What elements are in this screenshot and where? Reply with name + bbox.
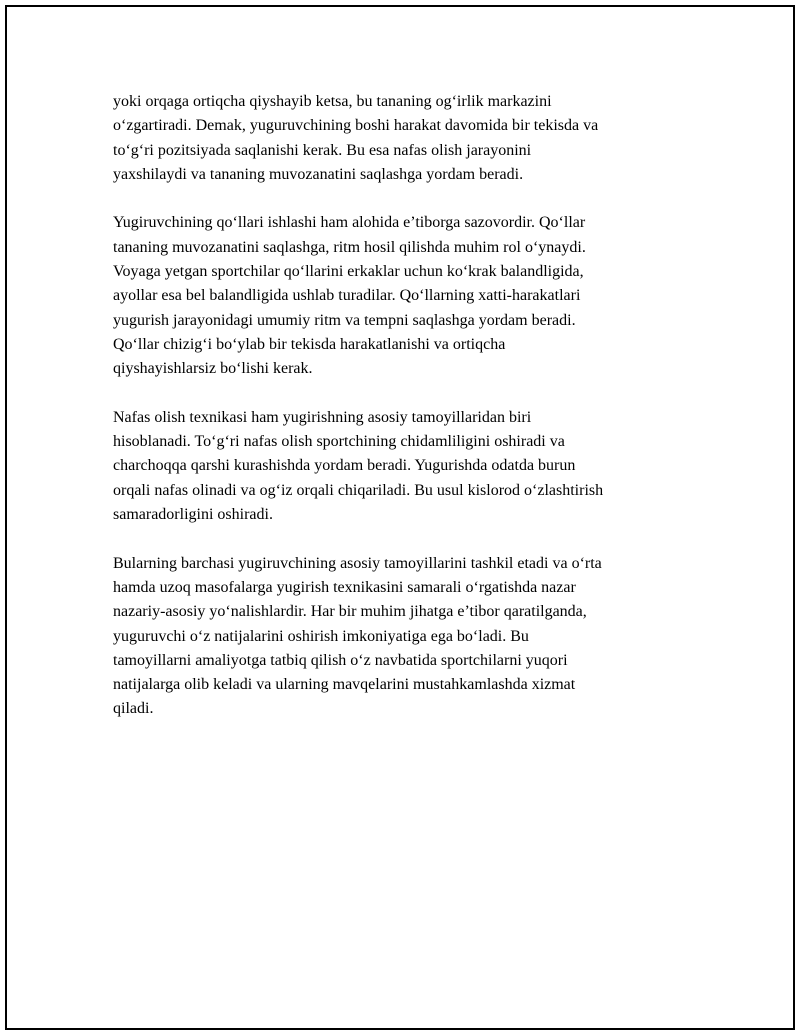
paragraph-head-posture bbox=[113, 90, 693, 187]
text-line: Qo‘llar chizig‘i bo‘ylab bir tekisda harakatlanishi va ortiqcha bbox=[113, 335, 506, 353]
text-line: natijalarga olib keladi va ularning mavqelarini mustahkamlashda xizmat bbox=[113, 676, 576, 694]
text-line: nazariy-asosiy yo‘nalishlardir. Har bir muhim jihatga e’tibor qaratilganda, bbox=[113, 603, 587, 621]
text-line: ayollar esa bel balandligida ushlab turadilar. Qo‘llarning xatti-harakatlari bbox=[113, 287, 581, 305]
text-line: Yugiruvchining qo‘llari ishlashi ham alohida e’tiborga sazovordir. Qo‘llar bbox=[113, 214, 586, 232]
text-line: yaxshilaydi va tananing muvozanatini saqlashga yordam beradi. bbox=[113, 165, 524, 183]
text-line: yuguruvchi o‘z natijalarini oshirish imkoniyatiga ega bo‘ladi. Bu bbox=[113, 627, 529, 645]
text-line: Nafas olish texnikasi ham yugirishning asosiy tamoyillaridan biri bbox=[113, 408, 532, 426]
paragraph-conclusion bbox=[113, 552, 693, 722]
text-line: qiladi. bbox=[113, 700, 154, 718]
text-line: samaradorligini oshiradi. bbox=[113, 506, 273, 524]
text-line: charchoqqa qarshi kurashishda yordam beradi. Yugurishda odatda burun bbox=[113, 457, 576, 475]
text-line: qiyshayishlarsiz bo‘lishi kerak. bbox=[113, 360, 313, 378]
text-line: hisoblanadi. To‘g‘ri nafas olish sportchining chidamliligini oshiradi va bbox=[113, 433, 565, 451]
text-line: yugurish jarayonidagi umumiy ritm va tempni saqlashga yordam beradi. bbox=[113, 311, 576, 329]
text-line: o‘zgartiradi. Demak, yuguruvchining boshi harakat davomida bir tekisda va bbox=[113, 117, 599, 135]
paragraph-arm-movement bbox=[113, 211, 693, 381]
text-line: hamda uzoq masofalarga yugirish texnikasini samarali o‘rgatishda nazar bbox=[113, 578, 576, 596]
document-body bbox=[113, 90, 693, 746]
text-line: to‘g‘ri pozitsiyada saqlanishi kerak. Bu esa nafas olish jarayonini bbox=[113, 141, 532, 159]
text-line: yoki orqaga ortiqcha qiyshayib ketsa, bu tananing og‘irlik markazini bbox=[113, 93, 552, 110]
paragraph-breathing-technique bbox=[113, 406, 693, 527]
text-line: Bularning barchasi yugiruvchining asosiy tamoyillarini tashkil etadi va o‘rta bbox=[113, 554, 602, 572]
text-line: Voyaga yetgan sportchilar qo‘llarini erkaklar uchun ko‘krak balandligida, bbox=[113, 263, 584, 281]
text-line: tananing muvozanatini saqlashga, ritm hosil qilishda muhim rol o‘ynaydi. bbox=[113, 238, 586, 256]
text-line: tamoyillarni amaliyotga tatbiq qilish o‘z navbatida sportchilarni yuqori bbox=[113, 651, 568, 669]
text-line: orqali nafas olinadi va og‘iz orqali chiqariladi. Bu usul kislorod o‘zlashtirish bbox=[113, 481, 604, 499]
